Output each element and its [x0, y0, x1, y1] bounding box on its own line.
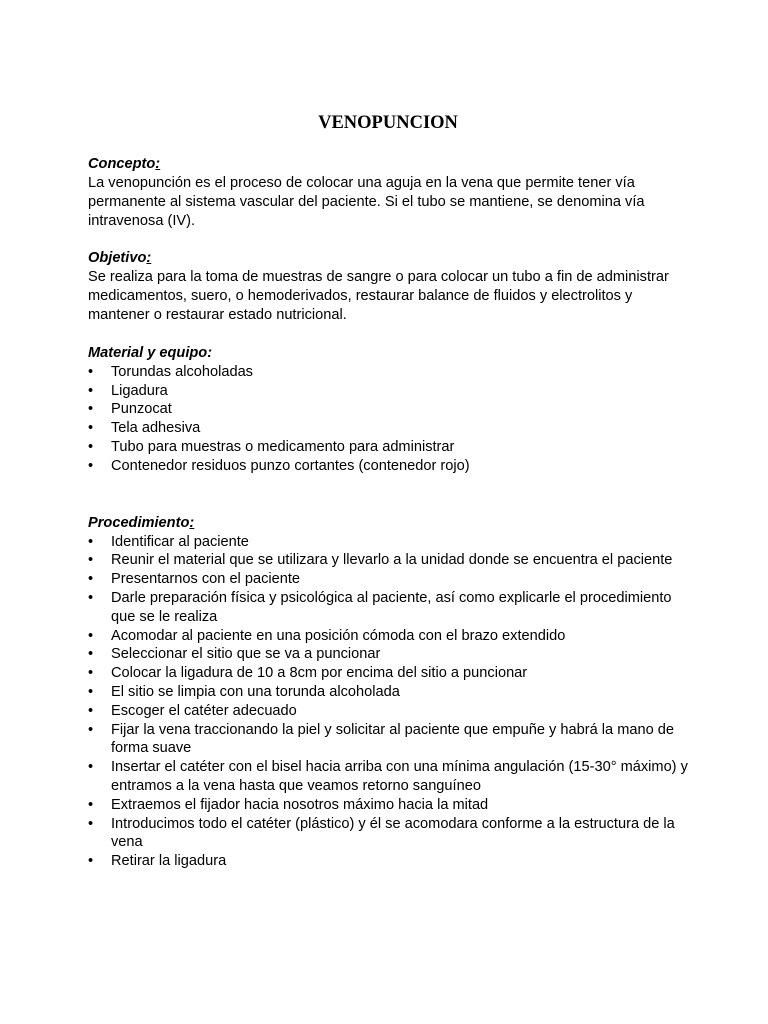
list-item-text: Identificar al paciente [111, 533, 249, 550]
document-title: VENOPUNCION [318, 113, 458, 133]
list-item-text: Torundas alcoholadas [111, 363, 253, 380]
heading-procedimiento [88, 514, 688, 533]
bullet-icon: • [88, 759, 94, 776]
heading-material: Material y equipo: [88, 344, 213, 361]
bullet-icon: • [88, 533, 94, 550]
bullet-icon: • [88, 815, 94, 832]
list-item [88, 570, 688, 589]
material-list [88, 363, 688, 476]
list-item [88, 683, 688, 702]
list-item-text: Fijar la vena traccionando la piel y solicitar al paciente que empuñe y habrá la mano de forma suave [111, 721, 674, 757]
list-item [88, 645, 688, 664]
bullet-icon: • [88, 438, 94, 455]
list-item [88, 627, 688, 646]
list-item-text: Contenedor residuos punzo cortantes (contenedor rojo) [111, 457, 470, 474]
heading-objetivo-colon: : [146, 250, 152, 267]
list-item [88, 664, 688, 683]
bullet-icon: • [88, 702, 94, 719]
bullet-icon: • [88, 457, 94, 474]
list-item [88, 796, 688, 815]
section-objetivo [88, 249, 688, 324]
list-item-text: Retirar la ligadura [111, 853, 227, 870]
list-item [88, 551, 688, 570]
list-item-text: Tubo para muestras o medicamento para administrar [111, 438, 455, 455]
list-item [88, 815, 688, 853]
bullet-icon: • [88, 589, 94, 606]
bullet-icon: • [88, 420, 94, 437]
list-item [88, 721, 688, 759]
list-item [88, 702, 688, 721]
list-item-text: Tela adhesiva [111, 420, 201, 437]
list-item-text: Presentarnos con el paciente [111, 571, 301, 588]
procedimiento-list [88, 533, 688, 871]
list-item-text: Extraemos el fijador hacia nosotros máximo hacia la mitad [111, 796, 489, 813]
list-item-text: Reunir el material que se utilizara y llevarlo a la unidad donde se encuentra el paciente [111, 552, 673, 569]
bullet-icon: • [88, 853, 94, 870]
list-item-text: Acomodar al paciente en una posición cómoda con el brazo extendido [111, 627, 566, 644]
bullet-icon: • [88, 627, 94, 644]
list-item [88, 758, 688, 796]
bullet-icon: • [88, 796, 94, 813]
list-item-text: Insertar el catéter con el bisel hacia arriba con una mínima angulación (15-30° máximo) y entramos a la vena hasta que veamos retorno sanguíneo [111, 759, 688, 794]
bullet-icon: • [88, 665, 94, 682]
list-item [88, 589, 688, 627]
list-item [88, 382, 688, 401]
heading-concepto [88, 155, 688, 174]
section-concepto [88, 155, 688, 230]
bullet-icon: • [88, 401, 94, 418]
heading-objetivo-label: Objetivo [88, 250, 147, 267]
list-item-text: Punzocat [111, 401, 172, 418]
list-item [88, 852, 688, 871]
list-item-text: Introducimos todo el catéter (plástico) y él se acomodara conforme a la estructura de la vena [111, 815, 675, 851]
list-item-text: Ligadura [111, 382, 168, 399]
heading-objetivo [88, 249, 688, 268]
bullet-icon: • [88, 683, 94, 700]
bullet-icon: • [88, 721, 94, 738]
objetivo-text: Se realiza para la toma de muestras de sangre o para colocar un tubo a fin de administrar medicamentos, suero, o hemoderivados, restaurar balance de fluidos y electrolitos y mantener o restaurar estado nutricional. [88, 269, 669, 323]
heading-concepto-label: Concepto [88, 156, 156, 172]
list-item [88, 419, 688, 438]
list-item-text: El sitio se limpia con una torunda alcoholada [111, 683, 400, 700]
list-item [88, 438, 688, 457]
list-item-text: Darle preparación física y psicológica al paciente, así como explicarle el procedimiento que se le realiza [111, 589, 672, 625]
section-material [88, 344, 688, 476]
bullet-icon: • [88, 646, 94, 663]
list-item [88, 457, 688, 476]
list-item [88, 400, 688, 419]
heading-procedimiento-label: Procedimiento [88, 514, 190, 531]
list-item [88, 533, 688, 552]
list-item-text: Colocar la ligadura de 10 a 8cm por encima del sitio a puncionar [111, 665, 528, 682]
list-item-text: Escoger el catéter adecuado [111, 702, 297, 719]
list-item [88, 363, 688, 382]
heading-procedimiento-colon: : [189, 514, 195, 531]
concepto-text: La venopunción es el proceso de colocar una aguja en la vena que permite tener vía permanente al sistema vascular del paciente. Si el tubo se mantiene, se denomina vía intravenosa (IV). [88, 175, 645, 229]
heading-concepto-colon: : [155, 156, 161, 172]
bullet-icon: • [88, 552, 94, 569]
bullet-icon: • [88, 363, 94, 380]
list-item-text: Seleccionar el sitio que se va a puncionar [111, 646, 381, 663]
section-procedimiento [88, 514, 688, 871]
bullet-icon: • [88, 571, 94, 588]
bullet-icon: • [88, 382, 94, 399]
